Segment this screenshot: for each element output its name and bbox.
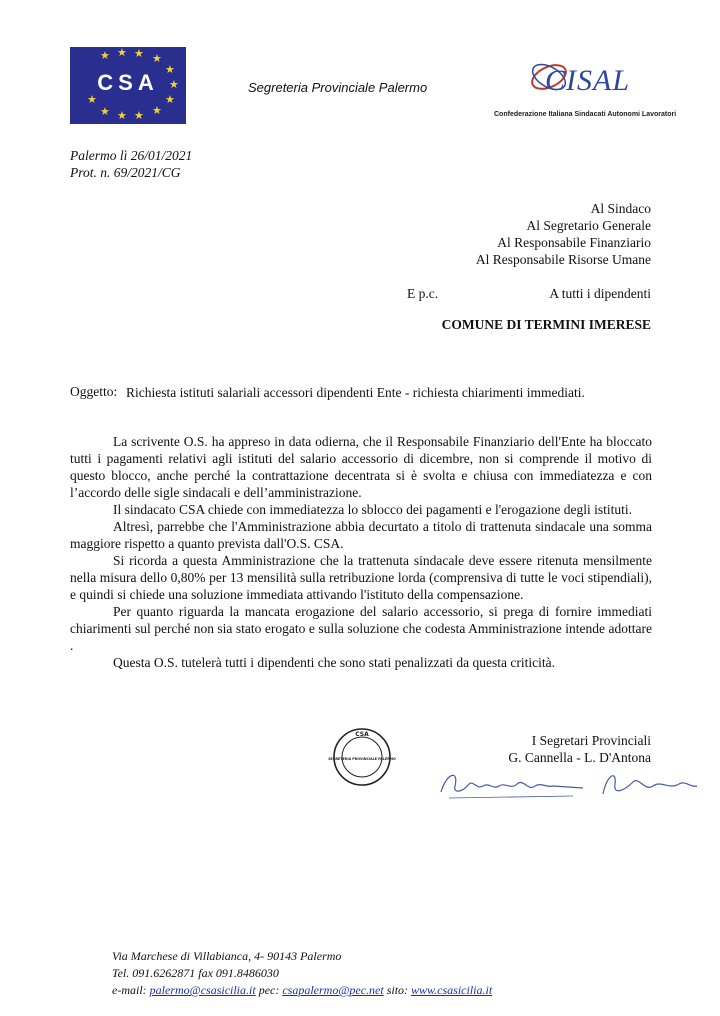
pec-link[interactable]: csapalermo@pec.net (282, 983, 384, 997)
site-link[interactable]: www.csasicilia.it (411, 983, 493, 997)
footer-address: Via Marchese di Villabianca, 4- 90143 Palermo (112, 949, 342, 963)
letter-body (70, 433, 652, 671)
signature-title: I Segretari Provinciali (531, 733, 651, 748)
email-link[interactable]: palermo@csasicilia.it (149, 983, 256, 997)
star-icon: ★ (152, 52, 162, 65)
star-icon: ★ (100, 49, 110, 62)
body-paragraph: Altresì, parrebbe che l'Amministrazione abbia decurtato a titolo di trattenuta sindacale una somma maggiore rispetto a quanto prevista dall'O.S. CSA. (70, 519, 652, 551)
oggetto-label: Oggetto: (70, 384, 118, 399)
oggetto-text: Richiesta istituti salariali accessori dipendenti Ente - richiesta chiarimenti immediati. (126, 385, 585, 400)
stamp-top-text: CSA (355, 731, 369, 738)
body-paragraph: Il sindacato CSA chiede con immediatezza lo sblocco dei pagamenti e l'erogazione degli istituti. (113, 502, 633, 517)
epc-label: E p.c. (407, 286, 439, 301)
protocol-number: Prot. n. 69/2021/CG (70, 165, 181, 180)
star-icon: ★ (134, 47, 144, 60)
site-label: sito: (386, 983, 409, 997)
recipient-line: Al Sindaco (590, 201, 651, 216)
footer-tel-fax: Tel. 091.6262871 fax 091.8486030 (112, 966, 279, 980)
cisal-logo-text: CISAL (545, 64, 631, 97)
recipient-line: Al Segretario Generale (526, 218, 651, 233)
csa-logo-text: CSA (97, 70, 159, 95)
star-icon: ★ (117, 109, 127, 122)
comune-name: COMUNE DI TERMINI IMERESE (441, 317, 651, 332)
segreteria-heading: Segreteria Provinciale Palermo (248, 80, 428, 95)
star-icon: ★ (165, 93, 175, 106)
star-icon: ★ (117, 46, 127, 59)
place-date: Palermo lì 26/01/2021 (70, 148, 193, 163)
handwritten-signature-icon (433, 762, 703, 804)
star-icon: ★ (152, 104, 162, 117)
stamp-seal-icon (328, 727, 396, 787)
recipient-line: Al Responsabile Risorse Umane (475, 252, 651, 267)
body-paragraph: Per quanto riguarda la mancata erogazione del salario accessorio, si prega di fornire immediati chiarimenti sul perché non sia stato erogato e sulla soluzione che codesta Amministrazione intende adottare . (70, 604, 652, 653)
recipient-line: Al Responsabile Finanziario (497, 235, 651, 250)
email-label: e-mail: (112, 983, 147, 997)
csa-logo (70, 47, 186, 124)
pec-label: pec: (258, 983, 280, 997)
star-icon: ★ (169, 78, 179, 91)
stamp-center-text: SEGRETERIA PROVINCIALE PALERMO (328, 757, 396, 761)
body-paragraph: Si ricorda a questa Amministrazione che la trattenuta sindacale deve essere ritenuta mensilmente nella misura dello 0,80% per 13 mensilità sulla retribuzione lorda (comprensiva di tutte le voci stipendiali), e quindi si chiede una soluzione immediata attivando l'istituto della compensazione. (70, 553, 652, 602)
star-icon: ★ (100, 105, 110, 118)
epc-target: A tutti i dipendenti (549, 286, 651, 301)
star-icon: ★ (165, 63, 175, 76)
footer-contacts (112, 983, 492, 998)
body-paragraph: La scrivente O.S. ha appreso in data odierna, che il Responsabile Finanziario dell'Ente ha bloccato tutti i pagamenti relativi agli istituti del salario accessorio di dicembre, non si comprende il motivo di questo blocco, anche perché la contrattazione decentrata si è svolta e chiusa con immediatezza e con l’accordo delle sigle sindacali e dell’amministrazione. (70, 434, 652, 500)
signature-names: G. Cannella - L. D'Antona (508, 750, 651, 765)
star-icon: ★ (87, 93, 97, 106)
body-paragraph: Questa O.S. tutelerà tutti i dipendenti che sono stati penalizzati da questa criticità. (113, 655, 555, 670)
star-icon: ★ (134, 109, 144, 122)
cisal-subtitle: Confederazione Italiana Sindacati Autonomi Lavoratori (494, 111, 677, 118)
